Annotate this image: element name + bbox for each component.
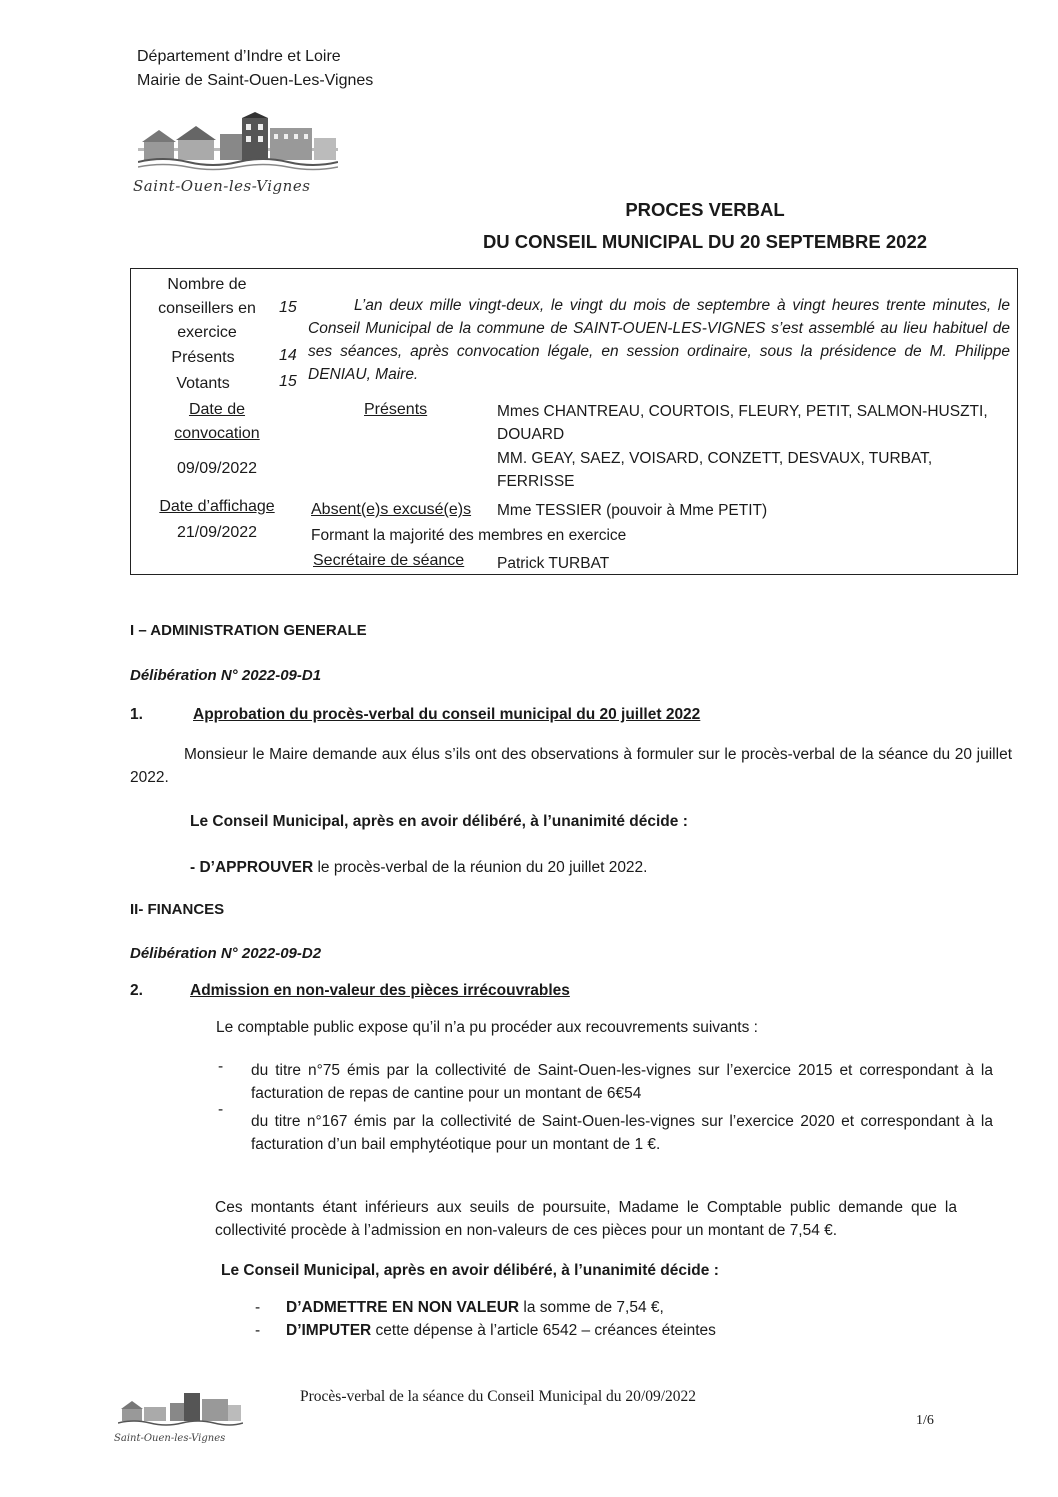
votants-value: 15 — [279, 373, 297, 390]
decision-1-bold: D’ADMETTRE EN NON VALEUR — [286, 1299, 520, 1316]
bullet-1-dash: - — [218, 1058, 224, 1075]
item-1-decision — [190, 859, 647, 877]
document-title-line2: DU CONSEIL MUNICIPAL DU 20 SEPTEMBRE 2022 — [482, 231, 928, 252]
mairie-line: Mairie de Saint-Ouen-Les-Vignes — [137, 72, 374, 89]
convocation-label-2: convocation — [174, 425, 260, 442]
votants-label: Votants — [176, 375, 230, 392]
absent-label: Absent(e)s excusé(e)s — [311, 501, 472, 518]
nombre-label-1: Nombre de — [167, 276, 247, 293]
decision-2 — [286, 1322, 716, 1340]
deliberation-1: Délibération N° 2022-09-D1 — [130, 667, 322, 684]
nombre-label-2: conseillers en — [158, 300, 256, 317]
secretaire-label: Secrétaire de séance — [313, 552, 465, 569]
nombre-value: 15 — [279, 299, 297, 316]
deliberation-2: Délibération N° 2022-09-D2 — [130, 945, 322, 962]
department-line: Département d’Indre et Loire — [137, 48, 341, 65]
decision-2-rest: cette dépense à l’article 6542 – créances éteintes — [371, 1322, 716, 1339]
section-1-heading: I – ADMINISTRATION GENERALE — [130, 622, 367, 639]
item-1-decision-bold: - D’APPROUVER — [190, 859, 314, 876]
footer-logo-caption: Saint-Ouen-les-Vignes — [114, 1433, 226, 1444]
convocation-date: 09/09/2022 — [176, 460, 258, 477]
footer-text: Procès-verbal de la séance du Conseil Municipal du 20/09/2022 — [300, 1388, 697, 1405]
item-2-paragraph: Ces montants étant inférieurs aux seuils de poursuite, Madame le Comptable public demande que la collectivité procède à l’admission en non-valeurs de ces pièces pour un montant de 7,54 €. — [215, 1199, 957, 1239]
decision-1-rest: la somme de 7,54 €, — [519, 1299, 664, 1316]
item-2-number: 2. — [130, 982, 143, 999]
presents-mmes: Mmes CHANTREAU, COURTOIS, FLEURY, PETIT, SALMON-HUSZTI, — [497, 403, 988, 420]
item-1-number: 1. — [130, 706, 143, 723]
bullet-2-text: du titre n°167 émis par la collectivité de Saint-Ouen-les-vignes sur l’exercice 2020 et correspondant à la facturation d’un bail emphytéotique pour un montant de 1 €. — [251, 1113, 993, 1153]
decision-2-bold: D’IMPUTER — [286, 1322, 372, 1339]
section-2-heading: II- FINANCES — [130, 901, 225, 918]
decision-1 — [286, 1299, 664, 1317]
item-1-decide: Le Conseil Municipal, après en avoir délibéré, à l’unanimité décide : — [190, 813, 688, 830]
presents-mmes-cont: DOUARD — [497, 426, 565, 443]
item-1-decision-rest: le procès-verbal de la réunion du 20 juillet 2022. — [313, 859, 648, 876]
convocation-label-1: Date de — [188, 401, 246, 418]
session-intro-paragraph: L’an deux mille vingt-deux, le vingt du mois de septembre à vingt heures trente minutes, le Conseil Municipal de la commune de SAINT-OUEN-LES-VIGNES s’est assemblé au lieu habituel de ses séances, après convocation légale, en session ordinaire, sous la présidence de M. Philippe DENIAU, Maire. — [308, 297, 1010, 383]
presents-mm: MM. GEAY, SAEZ, VOISARD, CONZETT, DESVAUX, TURBAT, — [497, 450, 933, 467]
affichage-date: 21/09/2022 — [176, 524, 258, 541]
affichage-label: Date d’affichage — [159, 498, 275, 515]
item-2-intro: Le comptable public expose qu’il n’a pu procéder aux recouvrements suivants : — [216, 1019, 758, 1036]
footer-logo-image — [118, 1389, 243, 1429]
absent-value: Mme TESSIER (pouvoir à Mme PETIT) — [497, 502, 768, 519]
item-1-paragraph: Monsieur le Maire demande aux élus s’ils ont des observations à formuler sur le procès-verbal de la séance du 20 juillet 2022. — [130, 746, 1012, 786]
decision-1-dash: - — [255, 1299, 261, 1316]
presents-heading: Présents — [364, 401, 428, 418]
logo-caption: Saint-Ouen-les-Vignes — [133, 177, 311, 195]
document-title-line1: PROCES VERBAL — [625, 199, 785, 220]
item-1-title: Approbation du procès-verbal du conseil municipal du 20 juillet 2022 — [193, 706, 701, 723]
presents-count-label: Présents — [171, 349, 235, 366]
item-2-title: Admission en non-valeur des pièces irrécouvrables — [190, 982, 570, 999]
presents-count-value: 14 — [279, 347, 297, 364]
page-number: 1/6 — [916, 1413, 934, 1428]
bullet-2-dash: - — [218, 1101, 224, 1118]
majorite-line: Formant la majorité des membres en exercice — [311, 527, 627, 544]
bullet-1-text: du titre n°75 émis par la collectivité de Saint-Ouen-les-vignes sur l’exercice 2015 et correspondant à la facturation de repas de cantine pour un montant de 6€54 — [251, 1062, 993, 1102]
nombre-label-3: exercice — [177, 324, 237, 341]
decision-2-dash: - — [255, 1322, 261, 1339]
item-2-decide: Le Conseil Municipal, après en avoir délibéré, à l’unanimité décide : — [221, 1262, 719, 1279]
presents-mm-cont: FERRISSE — [497, 473, 575, 490]
secretaire-value: Patrick TURBAT — [497, 555, 610, 572]
village-logo-image — [138, 112, 338, 174]
